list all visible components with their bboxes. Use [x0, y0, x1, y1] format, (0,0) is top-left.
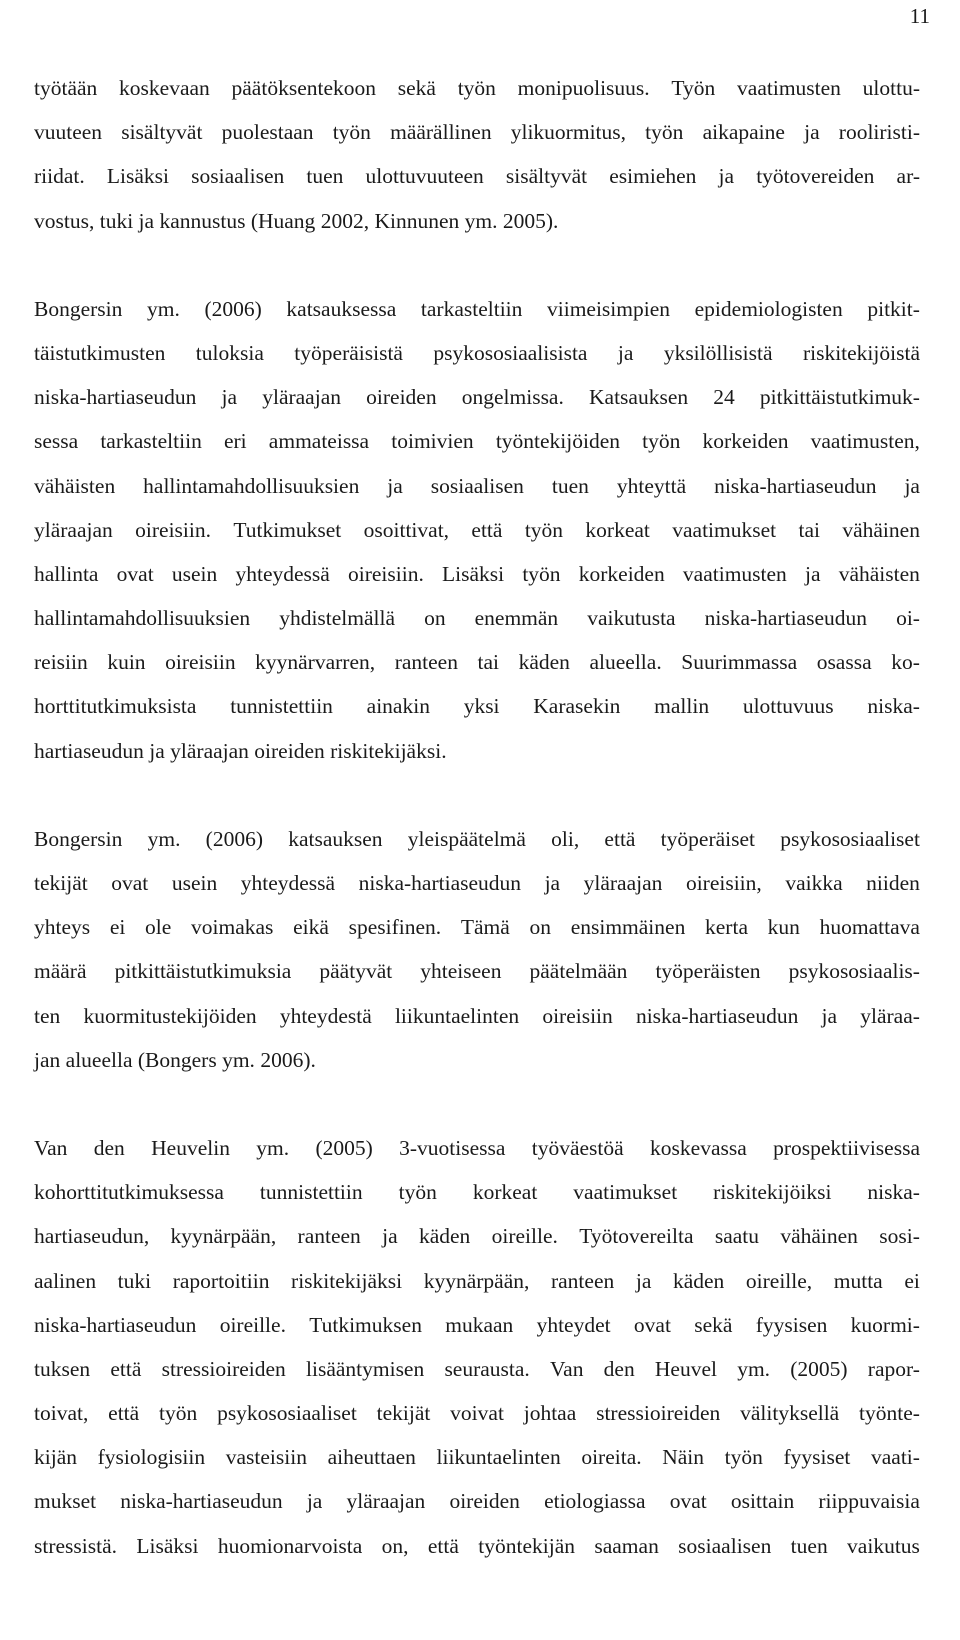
- document-body: [34, 66, 920, 1568]
- text-line: täistutkimusten tuloksia työperäisistä psykososiaalisista ja yksilöllisistä riskitekijöistä: [34, 340, 920, 365]
- text-line: yläraajan oireisiin. Tutkimukset osoittivat, että työn korkeat vaatimukset tai vähäinen: [34, 517, 920, 542]
- text-line: hallintamahdollisuuksien yhdistelmällä on enemmän vaikutusta niska-hartiaseudun oi-: [34, 606, 920, 631]
- text-line: Van den Heuvelin ym. (2005) 3-vuotisessa työväestöä koskevassa prospektiivisessa: [34, 1135, 920, 1160]
- page-number: 11: [909, 4, 930, 28]
- text-line: hartiaseudun, kyynärpään, ranteen ja käden oireille. Työtovereilta saatu vähäinen sosi-: [34, 1224, 920, 1249]
- text-line: vuuteen sisältyvät puolestaan työn määrällinen ylikuormitus, työn aikapaine ja rooliristi-: [34, 120, 920, 145]
- text-line: vostus, tuki ja kannustus (Huang 2002, Kinnunen ym. 2005).: [34, 208, 559, 233]
- paragraph-gap: [34, 1082, 920, 1126]
- text-line: yhteys ei ole voimakas eikä spesifinen. Tämä on ensimmäinen kerta kun huomattava: [34, 915, 920, 940]
- text-line: reisiin kuin oireisiin kyynärvarren, ranteen tai käden alueella. Suurimmassa osassa ko-: [34, 650, 920, 675]
- text-line: ten kuormitustekijöiden yhteydestä liikuntaelinten oireisiin niska-hartiaseudun ja yläraa-: [34, 1003, 920, 1028]
- text-line: mukset niska-hartiaseudun ja yläraajan oireiden etiologiassa ovat osittain riippuvaisia: [34, 1489, 920, 1514]
- text-line: niska-hartiaseudun oireille. Tutkimuksen mukaan yhteydet ovat sekä fyysisen kuormi-: [34, 1312, 920, 1337]
- text-line: horttitutkimuksista tunnistettiin ainakin yksi Karasekin mallin ulottuvuus niska-: [34, 694, 920, 719]
- paragraph: [34, 817, 920, 1082]
- text-line: määrä pitkittäistutkimuksia päätyvät yhteiseen päätelmään työperäisten psykososiaalis-: [34, 959, 920, 984]
- text-line: niska-hartiaseudun ja yläraajan oireiden ongelmissa. Katsauksen 24 pitkittäistutkimuk-: [34, 385, 920, 410]
- text-line: hallinta ovat usein yhteydessä oireisiin. Lisäksi työn korkeiden vaatimusten ja vähäisten: [34, 561, 920, 586]
- paragraph-gap: [34, 243, 920, 287]
- text-line: Bongersin ym. (2006) katsauksen yleispäätelmä oli, että työperäiset psykososiaaliset: [34, 826, 920, 851]
- text-line: hartiaseudun ja yläraajan oireiden riskitekijäksi.: [34, 738, 447, 763]
- paragraph-gap: [34, 773, 920, 817]
- paragraph: [34, 66, 920, 243]
- text-line: työtään koskevaan päätöksentekoon sekä työn monipuolisuus. Työn vaatimusten ulottu-: [34, 76, 920, 100]
- text-line: vähäisten hallintamahdollisuuksien ja sosiaalisen tuen yhteyttä niska-hartiaseudun ja: [34, 473, 920, 498]
- text-line: jan alueella (Bongers ym. 2006).: [34, 1047, 316, 1072]
- text-line: riidat. Lisäksi sosiaalisen tuen ulottuvuuteen sisältyvät esimiehen ja työtovereiden ar-: [34, 164, 920, 189]
- text-line: stressistä. Lisäksi huomionarvoista on, että työntekijän saaman sosiaalisen tuen vaikutus: [34, 1533, 920, 1558]
- text-line: toivat, että työn psykososiaaliset tekijät voivat johtaa stressioireiden välityksellä työnte-: [34, 1401, 920, 1426]
- text-line: aalinen tuki raportoitiin riskitekijäksi kyynärpään, ranteen ja käden oireille, mutta ei: [34, 1268, 920, 1293]
- text-line: tuksen että stressioireiden lisääntymisen seurausta. Van den Heuvel ym. (2005) rapor-: [34, 1356, 920, 1381]
- paragraph: [34, 287, 920, 773]
- text-line: kijän fysiologisiin vasteisiin aiheuttaen liikuntaelinten oireita. Näin työn fyysiset vaati-: [34, 1445, 920, 1470]
- paragraph: [34, 1126, 920, 1568]
- text-line: sessa tarkasteltiin eri ammateissa toimivien työntekijöiden työn korkeiden vaatimusten,: [34, 429, 920, 454]
- text-line: Bongersin ym. (2006) katsauksessa tarkasteltiin viimeisimpien epidemiologisten pitkit-: [34, 296, 920, 321]
- text-line: kohorttitutkimuksessa tunnistettiin työn korkeat vaatimukset riskitekijöiksi niska-: [34, 1180, 920, 1205]
- text-line: tekijät ovat usein yhteydessä niska-hartiaseudun ja yläraajan oireisiin, vaikka niiden: [34, 871, 920, 895]
